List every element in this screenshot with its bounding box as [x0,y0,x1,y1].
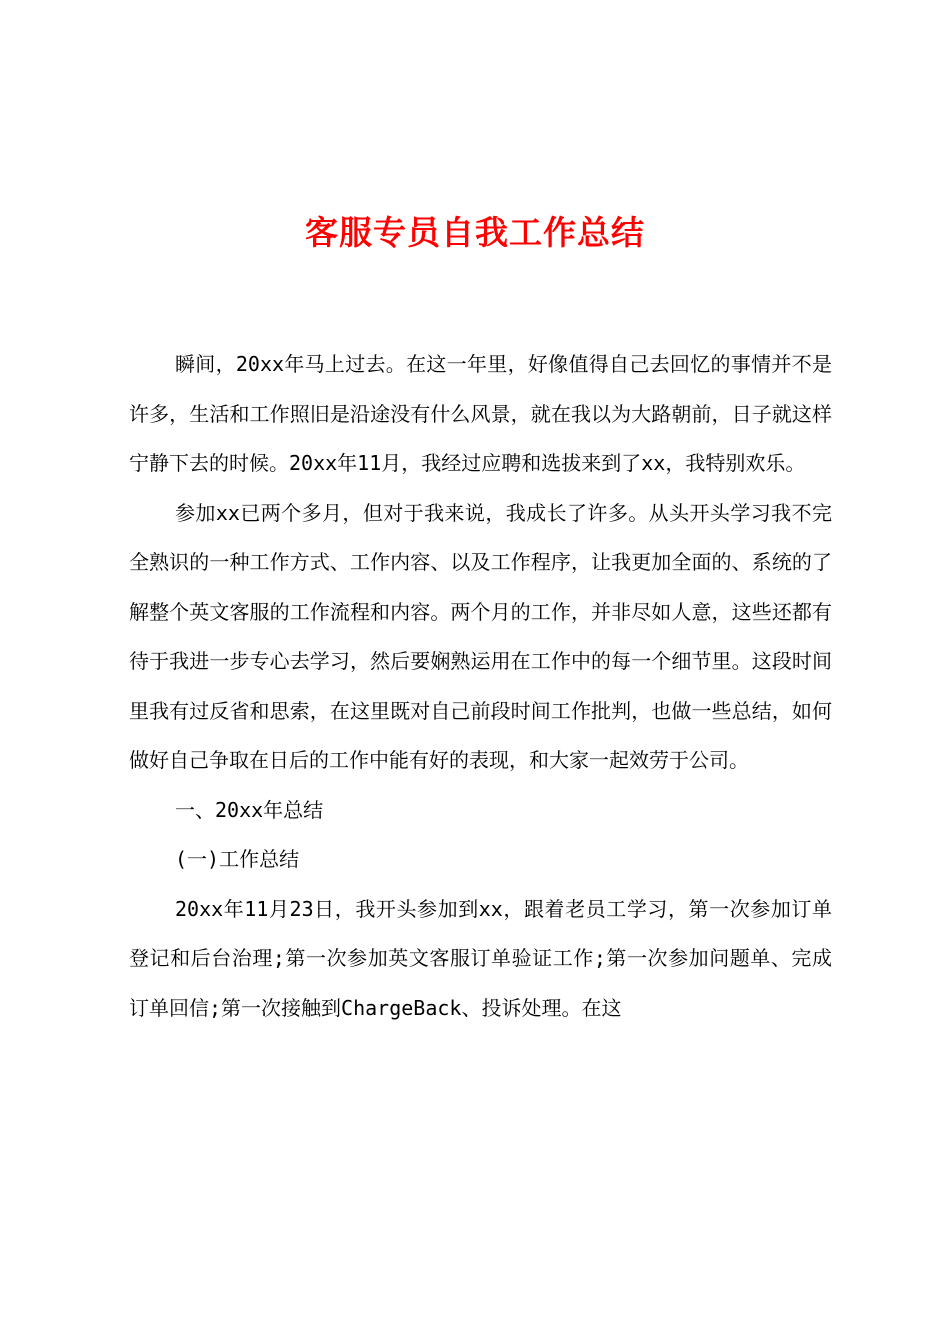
paragraph-1: 瞬间，20xx年马上过去。在这一年里，好像值得自己去回忆的事情并不是许多，生活和工作照旧是沿途没有什么风景，就在我以为大路朝前，日子就这样宁静下去的时候。20xx年11月，我经过应聘和选拔来到了xx，我特别欢乐。 [129,352,832,475]
paragraph-3: 20xx年11月23日，我开头参加到xx，跟着老员工学习，第一次参加订单登记和后台治理;第一次参加英文客服订单验证工作;第一次参加问题单、完成订单回信;第一次接触到ChargeBack、投诉处理。在这 [129,896,832,1020]
section-heading-1: 一、20xx年总结 [175,797,324,822]
document-title: 客服专员自我工作总结 [305,213,645,252]
document-body [129,340,832,1033]
section-heading-2: (一)工作总结 [175,847,300,871]
paragraph-2: 参加xx已两个多月，但对于我来说，我成长了许多。从头开头学习我不完全熟识的一种工作方式、工作内容、以及工作程序，让我更加全面的、系统的了解整个英文客服的工作流程和内容。两个月的工作，并非尽如人意，这些还都有待于我进一步专心去学习，然后要娴熟运用在工作中的每一个细节里。这段时间里我有过反省和思索，在这里既对自己前段时间工作批判，也做一些总结，如何做好自己争取在日后的工作中能有好的表现，和大家一起效劳于公司。 [129,500,832,772]
